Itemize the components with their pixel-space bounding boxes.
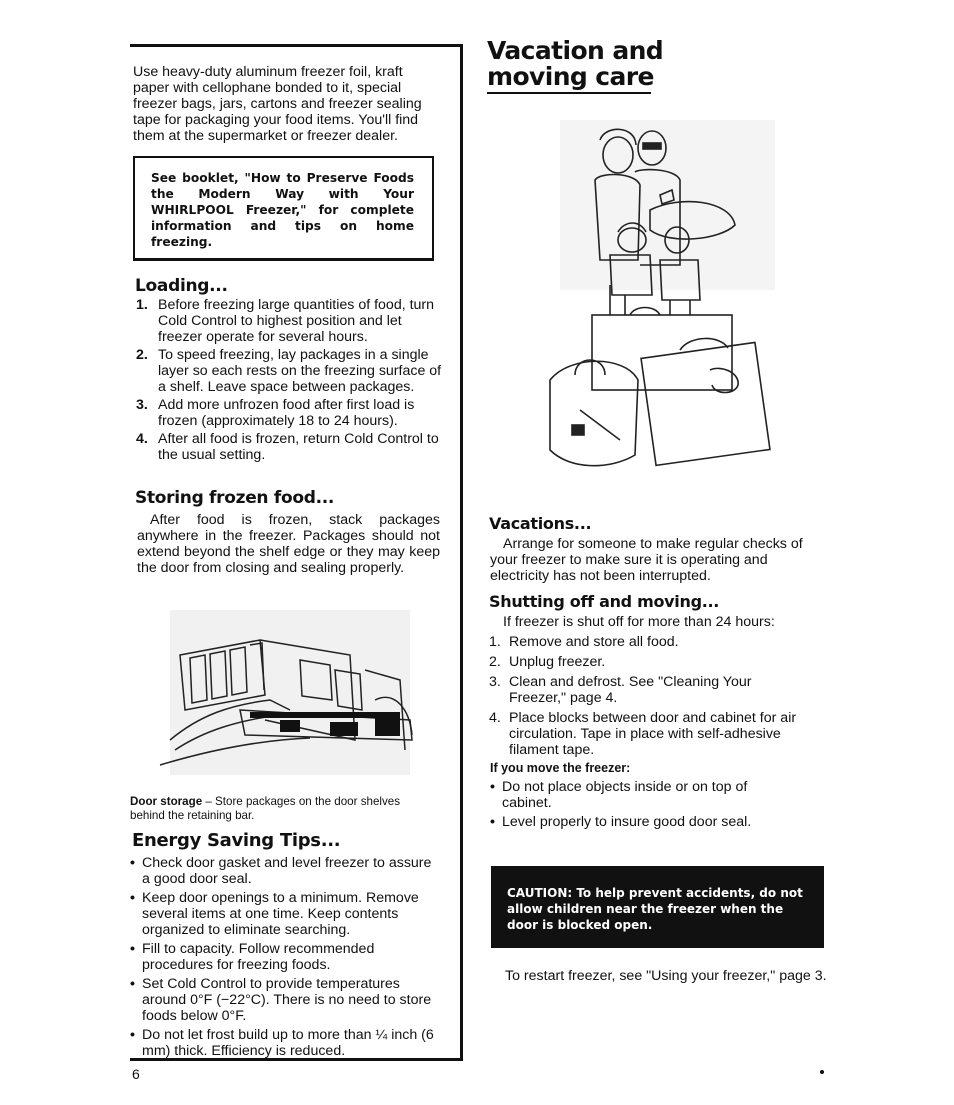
list-item: • Do not place objects inside or on top of cabinet. [490, 779, 748, 811]
shutting-list [489, 634, 819, 762]
list-item: 2. To speed freezing, lay packages in a single layer so each rests on the freezing surface of a shelf. Leave space between packages. [136, 347, 442, 395]
list-item: 3. Clean and defrost. See "Cleaning Your Freezer," page 4. [489, 674, 752, 706]
restart-text: To restart freezer, see "Using your freezer," page 3. [505, 968, 827, 984]
caption-label: Door storage [130, 795, 203, 808]
loading-heading: Loading... [135, 276, 228, 296]
storing-heading: Storing frozen food... [135, 488, 335, 508]
top-rule [130, 44, 462, 47]
energy-heading: Energy Saving Tips... [132, 830, 341, 851]
storing-text: After food is frozen, stack packages anywhere in the freezer. Packages should not extend beyond the shelf edge or they may keep the door from closing and sealing properly. [137, 512, 440, 576]
caption-text: – Store packages on the door shelves behind the retaining bar. [130, 795, 401, 822]
title-line-2: moving care [487, 62, 654, 91]
title-underline [487, 92, 651, 94]
caution-text: CAUTION: To help prevent accidents, do not allow children near the freezer when the door is blocked open. [507, 886, 803, 932]
vacations-text: Arrange for someone to make regular checks of your freezer to make sure it is operating and electricity has not been interrupted. [490, 536, 803, 584]
note-box-text: See booklet, "How to Preserve Foods the Modern Way with Your WHIRLPOOL Freezer," for complete information and tips on home freezing. [151, 171, 414, 249]
list-item: • Do not let frost build up to more than ¼ inch (6 mm) thick. Efficiency is reduced. [130, 1027, 434, 1059]
note-box [133, 156, 434, 261]
list-item: 3. Add more unfrozen food after first load is frozen (approximately 18 to 24 hours). [136, 397, 415, 429]
column-rule-vertical [460, 44, 463, 1059]
illustration-caption [130, 795, 430, 823]
list-item: 1. Remove and store all food. [489, 634, 679, 650]
list-item: 4. Place blocks between door and cabinet for air circulation. Tape in place with self-adhesive filament tape. [489, 710, 797, 758]
door-storage-illustration [150, 600, 430, 780]
intro-text: Use heavy-duty aluminum freezer foil, kraft paper with cellophane bonded to it, special freezer bags, jars, cartons and freezer sealing tape for packaging your food items. You'll find them at the supermarket or freezer dealer. [133, 64, 422, 144]
shutting-heading: Shutting off and moving... [489, 592, 720, 611]
energy-list [130, 855, 437, 1062]
move-heading: If you move the freezer: [490, 761, 631, 775]
shutting-intro: If freezer is shut off for more than 24 hours: [503, 614, 775, 630]
title-line-1: Vacation and [487, 36, 664, 65]
list-item: • Level properly to insure good door seal. [490, 814, 752, 830]
loading-list [136, 297, 442, 465]
list-item: 4. After all food is frozen, return Cold Control to the usual setting. [136, 431, 439, 463]
corner-dot [820, 1070, 824, 1074]
list-item: 2. Unplug freezer. [489, 654, 606, 670]
list-item: • Keep door openings to a minimum. Remove several items at one time. Keep contents organized to eliminate searching. [130, 890, 419, 938]
move-list [490, 779, 815, 833]
list-item: • Set Cold Control to provide temperatures around 0°F (−22°C). There is no need to store foods below 0°F. [130, 976, 432, 1024]
caution-box [491, 866, 824, 948]
vacations-heading: Vacations... [489, 514, 592, 533]
page-number: 6 [132, 1066, 140, 1082]
vacation-illustration [540, 110, 790, 485]
list-item: 1. Before freezing large quantities of food, turn Cold Control to highest position and let freezer operate for several hours. [136, 297, 435, 345]
list-item: • Check door gasket and level freezer to assure a good door seal. [130, 855, 432, 887]
list-item: • Fill to capacity. Follow recommended procedures for freezing foods. [130, 941, 375, 973]
page-title [487, 38, 663, 90]
